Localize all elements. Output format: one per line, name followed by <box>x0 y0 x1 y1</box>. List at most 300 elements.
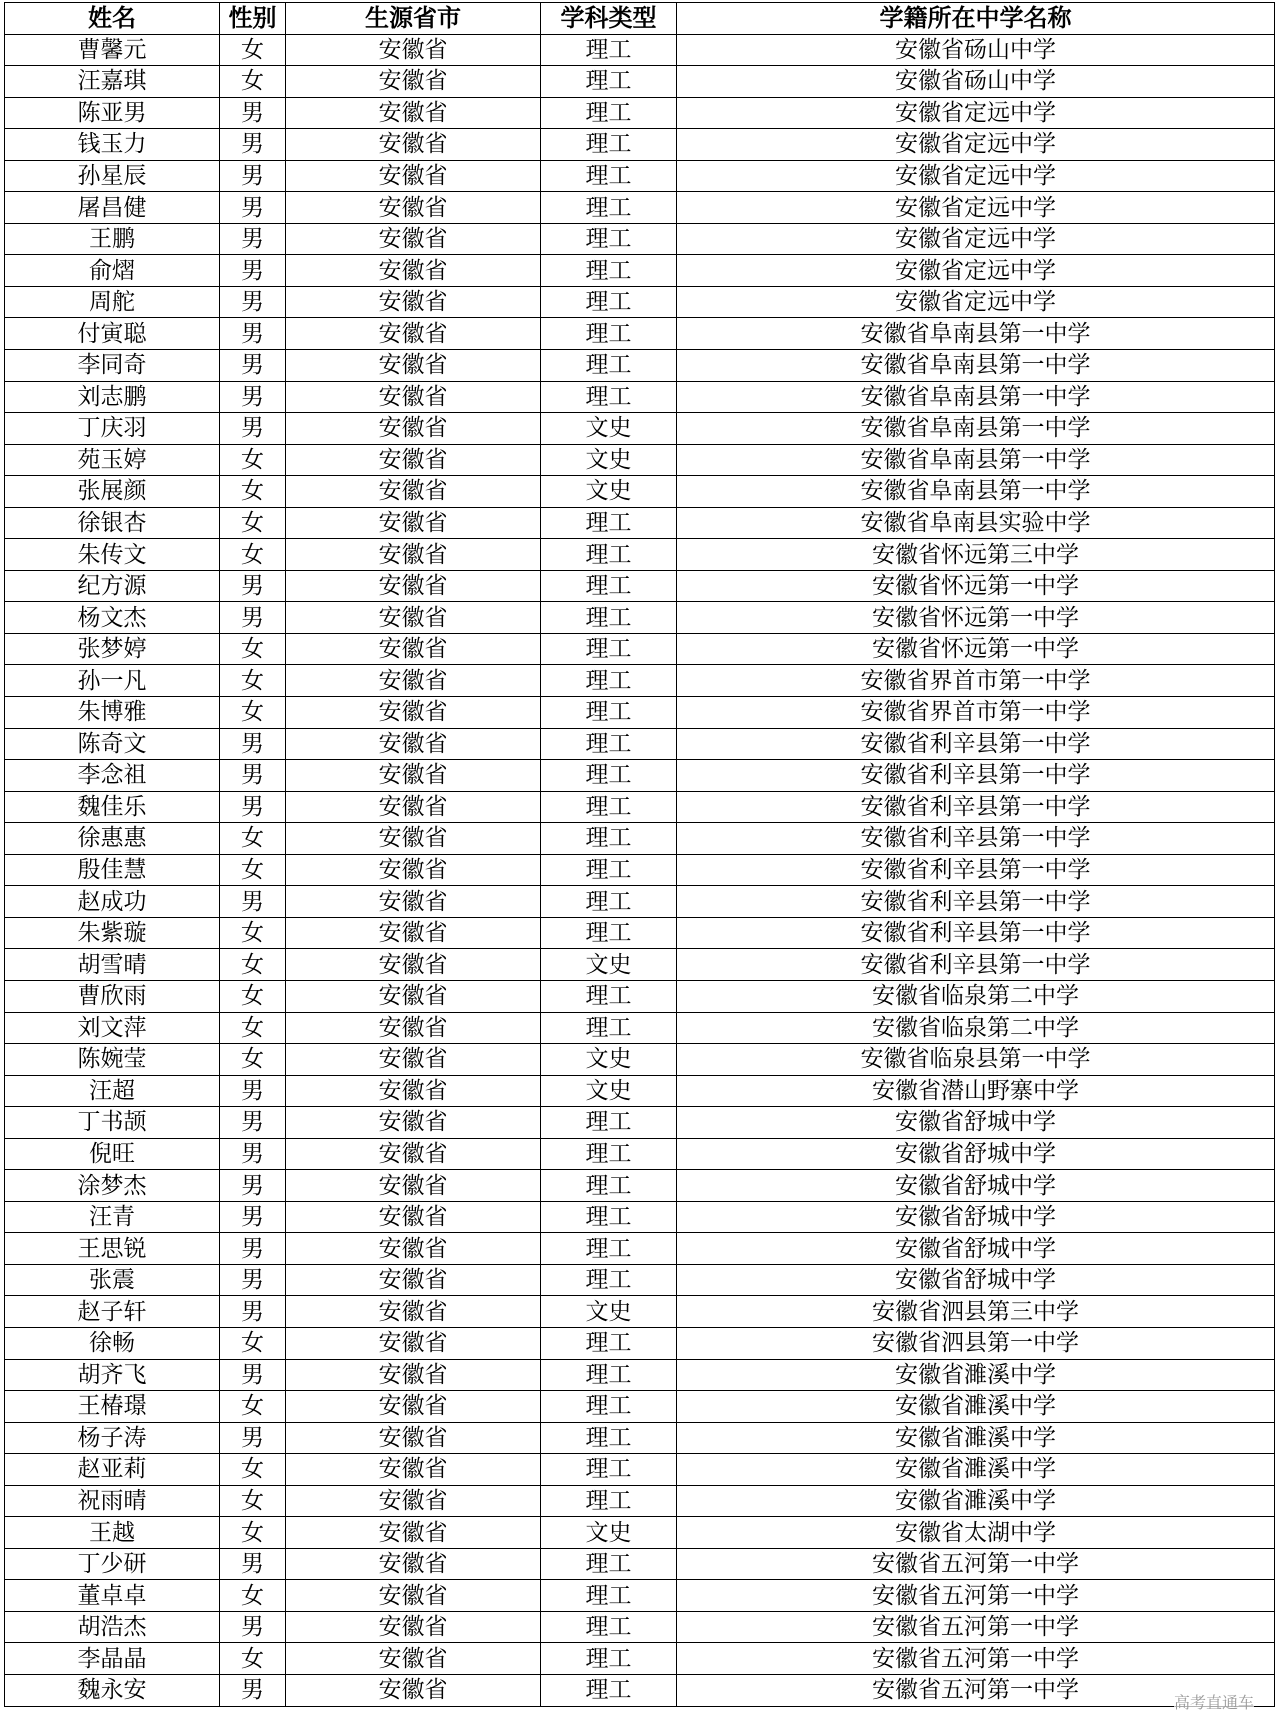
cell-name: 钱玉力 <box>5 129 220 161</box>
cell-province: 安徽省 <box>286 1233 541 1265</box>
cell-subject-type: 理工 <box>541 728 677 760</box>
cell-school: 安徽省怀远第一中学 <box>677 602 1275 634</box>
cell-subject-type: 理工 <box>541 760 677 792</box>
cell-gender: 男 <box>220 1233 286 1265</box>
table-row <box>5 1233 1275 1265</box>
cell-school: 安徽省舒城中学 <box>677 1138 1275 1170</box>
cell-name: 周舵 <box>5 286 220 318</box>
cell-province: 安徽省 <box>286 1138 541 1170</box>
cell-gender: 男 <box>220 255 286 287</box>
cell-province: 安徽省 <box>286 1107 541 1139</box>
cell-subject-type: 理工 <box>541 1107 677 1139</box>
table-row <box>5 1643 1275 1675</box>
cell-gender: 男 <box>220 318 286 350</box>
cell-name: 张梦婷 <box>5 633 220 665</box>
cell-name: 张展颜 <box>5 476 220 508</box>
cell-province: 安徽省 <box>286 1044 541 1076</box>
table-row <box>5 1580 1275 1612</box>
cell-name: 陈婉莹 <box>5 1044 220 1076</box>
header-subject-type: 学科类型 <box>541 3 677 35</box>
table-row <box>5 760 1275 792</box>
cell-school: 安徽省泗县第三中学 <box>677 1296 1275 1328</box>
cell-school: 安徽省利辛县第一中学 <box>677 917 1275 949</box>
cell-name: 涂梦杰 <box>5 1170 220 1202</box>
cell-school: 安徽省定远中学 <box>677 97 1275 129</box>
cell-subject-type: 文史 <box>541 949 677 981</box>
table-row <box>5 160 1275 192</box>
cell-subject-type: 理工 <box>541 1454 677 1486</box>
cell-province: 安徽省 <box>286 1674 541 1706</box>
cell-school: 安徽省利辛县第一中学 <box>677 823 1275 855</box>
cell-province: 安徽省 <box>286 381 541 413</box>
cell-province: 安徽省 <box>286 223 541 255</box>
cell-province: 安徽省 <box>286 444 541 476</box>
cell-gender: 男 <box>220 602 286 634</box>
cell-name: 孙一凡 <box>5 665 220 697</box>
cell-province: 安徽省 <box>286 760 541 792</box>
cell-school: 安徽省舒城中学 <box>677 1201 1275 1233</box>
table-row <box>5 318 1275 350</box>
header-name: 姓名 <box>5 3 220 35</box>
cell-name: 胡齐飞 <box>5 1359 220 1391</box>
cell-subject-type: 理工 <box>541 1485 677 1517</box>
cell-school: 安徽省阜南县第一中学 <box>677 413 1275 445</box>
table-row <box>5 1327 1275 1359</box>
cell-gender: 男 <box>220 1075 286 1107</box>
cell-school: 安徽省濉溪中学 <box>677 1391 1275 1423</box>
cell-gender: 男 <box>220 160 286 192</box>
cell-gender: 男 <box>220 791 286 823</box>
cell-school: 安徽省泗县第一中学 <box>677 1327 1275 1359</box>
cell-school: 安徽省五河第一中学 <box>677 1643 1275 1675</box>
cell-school: 安徽省阜南县第一中学 <box>677 318 1275 350</box>
cell-name: 李晶晶 <box>5 1643 220 1675</box>
cell-province: 安徽省 <box>286 129 541 161</box>
cell-province: 安徽省 <box>286 1548 541 1580</box>
table-row <box>5 1548 1275 1580</box>
cell-gender: 男 <box>220 1422 286 1454</box>
cell-school: 安徽省砀山中学 <box>677 34 1275 66</box>
cell-gender: 男 <box>220 1674 286 1706</box>
cell-gender: 男 <box>220 381 286 413</box>
table-row <box>5 1485 1275 1517</box>
cell-subject-type: 理工 <box>541 66 677 98</box>
cell-subject-type: 理工 <box>541 602 677 634</box>
cell-name: 刘志鹏 <box>5 381 220 413</box>
cell-school: 安徽省五河第一中学 <box>677 1674 1275 1706</box>
cell-gender: 女 <box>220 476 286 508</box>
header-row <box>5 3 1275 35</box>
cell-province: 安徽省 <box>286 160 541 192</box>
table-row <box>5 1075 1275 1107</box>
table-row <box>5 97 1275 129</box>
table-row <box>5 791 1275 823</box>
header-school: 学籍所在中学名称 <box>677 3 1275 35</box>
cell-province: 安徽省 <box>286 1201 541 1233</box>
cell-name: 胡浩杰 <box>5 1611 220 1643</box>
cell-subject-type: 文史 <box>541 1517 677 1549</box>
cell-school: 安徽省濉溪中学 <box>677 1422 1275 1454</box>
cell-school: 安徽省五河第一中学 <box>677 1611 1275 1643</box>
cell-province: 安徽省 <box>286 1454 541 1486</box>
cell-province: 安徽省 <box>286 255 541 287</box>
table-row <box>5 697 1275 729</box>
cell-name: 胡雪晴 <box>5 949 220 981</box>
cell-gender: 女 <box>220 66 286 98</box>
table-row <box>5 854 1275 886</box>
cell-name: 陈奇文 <box>5 728 220 760</box>
cell-school: 安徽省阜南县第一中学 <box>677 381 1275 413</box>
cell-subject-type: 理工 <box>541 507 677 539</box>
cell-name: 杨文杰 <box>5 602 220 634</box>
cell-subject-type: 理工 <box>541 318 677 350</box>
cell-subject-type: 理工 <box>541 665 677 697</box>
cell-school: 安徽省定远中学 <box>677 160 1275 192</box>
cell-school: 安徽省五河第一中学 <box>677 1548 1275 1580</box>
cell-gender: 男 <box>220 1170 286 1202</box>
cell-name: 李念祖 <box>5 760 220 792</box>
cell-subject-type: 理工 <box>541 854 677 886</box>
cell-school: 安徽省舒城中学 <box>677 1233 1275 1265</box>
cell-school: 安徽省利辛县第一中学 <box>677 760 1275 792</box>
cell-subject-type: 理工 <box>541 886 677 918</box>
cell-province: 安徽省 <box>286 539 541 571</box>
cell-school: 安徽省舒城中学 <box>677 1107 1275 1139</box>
cell-name: 屠昌健 <box>5 192 220 224</box>
table-row <box>5 886 1275 918</box>
header-province: 生源省市 <box>286 3 541 35</box>
cell-name: 陈亚男 <box>5 97 220 129</box>
table-row <box>5 1044 1275 1076</box>
cell-subject-type: 理工 <box>541 129 677 161</box>
cell-province: 安徽省 <box>286 1580 541 1612</box>
cell-province: 安徽省 <box>286 728 541 760</box>
cell-province: 安徽省 <box>286 413 541 445</box>
cell-province: 安徽省 <box>286 97 541 129</box>
cell-subject-type: 理工 <box>541 1422 677 1454</box>
cell-subject-type: 理工 <box>541 255 677 287</box>
cell-subject-type: 理工 <box>541 1138 677 1170</box>
cell-province: 安徽省 <box>286 1012 541 1044</box>
cell-gender: 女 <box>220 980 286 1012</box>
student-table <box>4 2 1275 1707</box>
table-row <box>5 66 1275 98</box>
cell-subject-type: 理工 <box>541 1611 677 1643</box>
table-row <box>5 255 1275 287</box>
cell-name: 殷佳慧 <box>5 854 220 886</box>
table-row <box>5 570 1275 602</box>
cell-school: 安徽省界首市第一中学 <box>677 665 1275 697</box>
cell-school: 安徽省定远中学 <box>677 192 1275 224</box>
cell-gender: 女 <box>220 949 286 981</box>
cell-gender: 男 <box>220 1359 286 1391</box>
cell-school: 安徽省怀远第一中学 <box>677 570 1275 602</box>
cell-subject-type: 理工 <box>541 286 677 318</box>
cell-subject-type: 理工 <box>541 1580 677 1612</box>
cell-province: 安徽省 <box>286 318 541 350</box>
cell-province: 安徽省 <box>286 854 541 886</box>
cell-province: 安徽省 <box>286 665 541 697</box>
cell-province: 安徽省 <box>286 633 541 665</box>
cell-gender: 女 <box>220 1012 286 1044</box>
cell-name: 丁少研 <box>5 1548 220 1580</box>
cell-province: 安徽省 <box>286 949 541 981</box>
cell-name: 祝雨晴 <box>5 1485 220 1517</box>
cell-gender: 男 <box>220 129 286 161</box>
cell-school: 安徽省濉溪中学 <box>677 1454 1275 1486</box>
cell-name: 王思锐 <box>5 1233 220 1265</box>
table-row <box>5 1170 1275 1202</box>
table-row <box>5 129 1275 161</box>
cell-school: 安徽省阜南县第一中学 <box>677 444 1275 476</box>
cell-subject-type: 理工 <box>541 917 677 949</box>
table-row <box>5 980 1275 1012</box>
table-row <box>5 539 1275 571</box>
cell-subject-type: 理工 <box>541 1674 677 1706</box>
cell-gender: 女 <box>220 539 286 571</box>
cell-school: 安徽省界首市第一中学 <box>677 697 1275 729</box>
table-row <box>5 665 1275 697</box>
cell-province: 安徽省 <box>286 791 541 823</box>
cell-gender: 男 <box>220 192 286 224</box>
cell-name: 俞熠 <box>5 255 220 287</box>
cell-gender: 男 <box>220 886 286 918</box>
table-row <box>5 949 1275 981</box>
cell-name: 汪嘉琪 <box>5 66 220 98</box>
cell-name: 孙星辰 <box>5 160 220 192</box>
table-row <box>5 1138 1275 1170</box>
cell-name: 王越 <box>5 1517 220 1549</box>
table-row <box>5 1517 1275 1549</box>
cell-gender: 女 <box>220 1391 286 1423</box>
cell-subject-type: 理工 <box>541 823 677 855</box>
table-row <box>5 1201 1275 1233</box>
cell-province: 安徽省 <box>286 917 541 949</box>
table-row <box>5 1296 1275 1328</box>
cell-gender: 女 <box>220 1517 286 1549</box>
table-row <box>5 1422 1275 1454</box>
cell-school: 安徽省濉溪中学 <box>677 1359 1275 1391</box>
table-row <box>5 917 1275 949</box>
cell-gender: 女 <box>220 1643 286 1675</box>
cell-school: 安徽省临泉第二中学 <box>677 1012 1275 1044</box>
cell-name: 付寅聪 <box>5 318 220 350</box>
cell-school: 安徽省阜南县实验中学 <box>677 507 1275 539</box>
cell-name: 朱紫璇 <box>5 917 220 949</box>
cell-name: 杨子涛 <box>5 1422 220 1454</box>
cell-gender: 女 <box>220 444 286 476</box>
cell-subject-type: 文史 <box>541 444 677 476</box>
cell-school: 安徽省临泉县第一中学 <box>677 1044 1275 1076</box>
cell-province: 安徽省 <box>286 1327 541 1359</box>
cell-province: 安徽省 <box>286 1517 541 1549</box>
cell-name: 曹欣雨 <box>5 980 220 1012</box>
cell-subject-type: 理工 <box>541 97 677 129</box>
cell-subject-type: 理工 <box>541 160 677 192</box>
table-body <box>5 34 1275 1706</box>
cell-name: 赵成功 <box>5 886 220 918</box>
cell-subject-type: 理工 <box>541 539 677 571</box>
cell-subject-type: 理工 <box>541 381 677 413</box>
cell-gender: 女 <box>220 665 286 697</box>
cell-gender: 男 <box>220 1201 286 1233</box>
cell-school: 安徽省怀远第三中学 <box>677 539 1275 571</box>
cell-school: 安徽省舒城中学 <box>677 1264 1275 1296</box>
cell-subject-type: 理工 <box>541 570 677 602</box>
table-row <box>5 413 1275 445</box>
cell-gender: 男 <box>220 97 286 129</box>
cell-school: 安徽省砀山中学 <box>677 66 1275 98</box>
cell-gender: 男 <box>220 1611 286 1643</box>
table-row <box>5 1611 1275 1643</box>
cell-name: 朱博雅 <box>5 697 220 729</box>
cell-name: 王椿璟 <box>5 1391 220 1423</box>
cell-gender: 男 <box>220 350 286 382</box>
cell-gender: 女 <box>220 854 286 886</box>
cell-name: 赵子轩 <box>5 1296 220 1328</box>
cell-school: 安徽省定远中学 <box>677 223 1275 255</box>
cell-subject-type: 理工 <box>541 1264 677 1296</box>
table-row <box>5 1674 1275 1706</box>
cell-school: 安徽省利辛县第一中学 <box>677 949 1275 981</box>
table-row <box>5 1391 1275 1423</box>
table-row <box>5 1012 1275 1044</box>
cell-gender: 男 <box>220 286 286 318</box>
cell-subject-type: 理工 <box>541 1012 677 1044</box>
cell-province: 安徽省 <box>286 507 541 539</box>
cell-subject-type: 文史 <box>541 413 677 445</box>
cell-gender: 女 <box>220 1454 286 1486</box>
cell-school: 安徽省定远中学 <box>677 286 1275 318</box>
cell-school: 安徽省阜南县第一中学 <box>677 476 1275 508</box>
table-row <box>5 476 1275 508</box>
cell-province: 安徽省 <box>286 350 541 382</box>
cell-school: 安徽省利辛县第一中学 <box>677 728 1275 760</box>
cell-subject-type: 理工 <box>541 1201 677 1233</box>
cell-school: 安徽省利辛县第一中学 <box>677 886 1275 918</box>
cell-school: 安徽省定远中学 <box>677 129 1275 161</box>
cell-gender: 男 <box>220 570 286 602</box>
cell-school: 安徽省潜山野寨中学 <box>677 1075 1275 1107</box>
table-row <box>5 507 1275 539</box>
cell-school: 安徽省利辛县第一中学 <box>677 854 1275 886</box>
cell-name: 丁庆羽 <box>5 413 220 445</box>
table-row <box>5 1107 1275 1139</box>
cell-subject-type: 理工 <box>541 697 677 729</box>
cell-name: 朱传文 <box>5 539 220 571</box>
cell-subject-type: 文史 <box>541 1044 677 1076</box>
table-row <box>5 602 1275 634</box>
cell-gender: 女 <box>220 1327 286 1359</box>
cell-name: 张震 <box>5 1264 220 1296</box>
cell-province: 安徽省 <box>286 66 541 98</box>
table-row <box>5 1264 1275 1296</box>
cell-school: 安徽省五河第一中学 <box>677 1580 1275 1612</box>
cell-school: 安徽省定远中学 <box>677 255 1275 287</box>
cell-name: 曹馨元 <box>5 34 220 66</box>
table-row <box>5 1359 1275 1391</box>
cell-name: 魏永安 <box>5 1674 220 1706</box>
table-row <box>5 633 1275 665</box>
cell-school: 安徽省阜南县第一中学 <box>677 350 1275 382</box>
cell-gender: 女 <box>220 1044 286 1076</box>
cell-province: 安徽省 <box>286 570 541 602</box>
cell-subject-type: 文史 <box>541 1296 677 1328</box>
table-row <box>5 34 1275 66</box>
cell-subject-type: 理工 <box>541 1233 677 1265</box>
cell-name: 魏佳乐 <box>5 791 220 823</box>
cell-subject-type: 理工 <box>541 223 677 255</box>
cell-gender: 女 <box>220 823 286 855</box>
cell-school: 安徽省怀远第一中学 <box>677 633 1275 665</box>
cell-name: 汪青 <box>5 1201 220 1233</box>
cell-province: 安徽省 <box>286 1485 541 1517</box>
cell-subject-type: 理工 <box>541 1170 677 1202</box>
cell-subject-type: 文史 <box>541 476 677 508</box>
cell-province: 安徽省 <box>286 192 541 224</box>
cell-name: 苑玉婷 <box>5 444 220 476</box>
cell-province: 安徽省 <box>286 476 541 508</box>
cell-gender: 男 <box>220 1107 286 1139</box>
header-gender: 性别 <box>220 3 286 35</box>
cell-subject-type: 理工 <box>541 1548 677 1580</box>
table-row <box>5 286 1275 318</box>
table-row <box>5 192 1275 224</box>
cell-province: 安徽省 <box>286 697 541 729</box>
cell-province: 安徽省 <box>286 1264 541 1296</box>
cell-name: 王鹏 <box>5 223 220 255</box>
table-row <box>5 1454 1275 1486</box>
cell-gender: 男 <box>220 1548 286 1580</box>
cell-subject-type: 文史 <box>541 1075 677 1107</box>
cell-subject-type: 理工 <box>541 350 677 382</box>
cell-name: 赵亚莉 <box>5 1454 220 1486</box>
cell-name: 丁书颉 <box>5 1107 220 1139</box>
cell-subject-type: 理工 <box>541 192 677 224</box>
cell-gender: 男 <box>220 760 286 792</box>
cell-province: 安徽省 <box>286 34 541 66</box>
cell-gender: 男 <box>220 1138 286 1170</box>
cell-gender: 男 <box>220 728 286 760</box>
cell-subject-type: 理工 <box>541 633 677 665</box>
cell-subject-type: 理工 <box>541 1391 677 1423</box>
table-row <box>5 728 1275 760</box>
cell-province: 安徽省 <box>286 1611 541 1643</box>
cell-name: 倪旺 <box>5 1138 220 1170</box>
cell-subject-type: 理工 <box>541 791 677 823</box>
cell-province: 安徽省 <box>286 1391 541 1423</box>
cell-subject-type: 理工 <box>541 1643 677 1675</box>
cell-gender: 女 <box>220 697 286 729</box>
cell-province: 安徽省 <box>286 286 541 318</box>
cell-gender: 女 <box>220 34 286 66</box>
table-row <box>5 381 1275 413</box>
cell-gender: 女 <box>220 1580 286 1612</box>
cell-province: 安徽省 <box>286 1170 541 1202</box>
cell-name: 徐畅 <box>5 1327 220 1359</box>
cell-name: 刘文萍 <box>5 1012 220 1044</box>
cell-school: 安徽省太湖中学 <box>677 1517 1275 1549</box>
cell-province: 安徽省 <box>286 1643 541 1675</box>
table-row <box>5 823 1275 855</box>
cell-subject-type: 理工 <box>541 1359 677 1391</box>
cell-province: 安徽省 <box>286 1422 541 1454</box>
cell-name: 董卓卓 <box>5 1580 220 1612</box>
cell-province: 安徽省 <box>286 1359 541 1391</box>
cell-province: 安徽省 <box>286 1075 541 1107</box>
cell-province: 安徽省 <box>286 886 541 918</box>
cell-subject-type: 理工 <box>541 34 677 66</box>
